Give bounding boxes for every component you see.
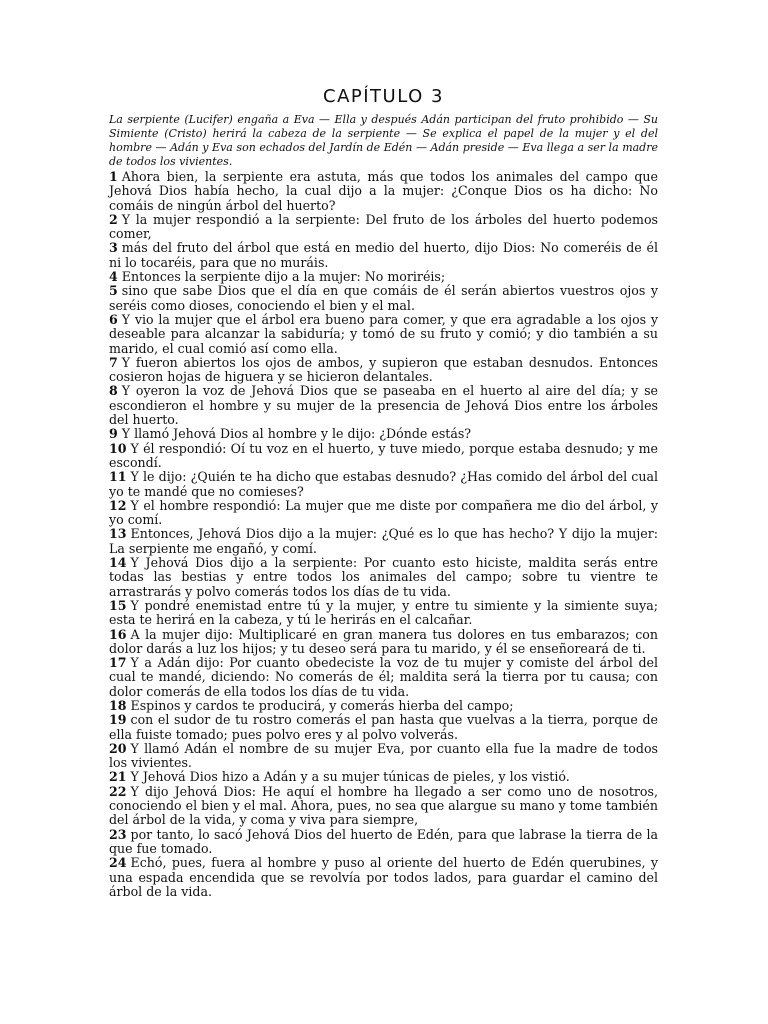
verse-number: 19 [109, 712, 127, 728]
verse [109, 785, 658, 828]
verse [109, 442, 658, 471]
verse-number: 16 [109, 626, 127, 642]
verse [109, 527, 658, 556]
verse-text: Entonces la serpiente dijo a la mujer: No moriréis; [121, 269, 446, 285]
document-page [109, 86, 658, 899]
verse-text: Y fueron abiertos los ojos de ambos, y supieron que estaban desnudos. Entonces cosieron hojas de higuera y se hicieron delantales. [109, 354, 658, 385]
verse-text: Ahora bien, la serpiente era astuta, más que todos los animales del campo que Jehová Dios había hecho, la cual dijo a la mujer: ¿Conque Dios os ha dicho: No comáis de ningún árbol del huerto? [109, 169, 658, 213]
verse [109, 213, 658, 242]
verse-text: Y oyeron la voz de Jehová Dios que se paseaba en el huerto al aire del día; y se escondieron el hombre y su mujer de la presencia de Jehová Dios entre los árboles del huerto. [109, 383, 658, 428]
verse-number: 22 [109, 783, 127, 799]
verse [109, 556, 658, 599]
verse [109, 241, 658, 270]
verse-text: Echó, pues, fuera al hombre y puso al oriente del huerto de Edén querubines, y una espada encendida que se revolvía por todos lados, para guardar el camino del árbol de la vida. [109, 855, 658, 899]
verse-text: Y el hombre respondió: La mujer que me diste por compañera me dio del árbol, y yo comí. [109, 497, 658, 528]
verse-text: Y a Adán dijo: Por cuanto obedeciste la voz de tu mujer y comiste del árbol del cual te mandé, diciendo: No comerás de él; maldita será la tierra por tu causa; con dolor comerás de ella todos los días de tu vida. [109, 655, 658, 699]
verse-number: 1 [109, 169, 118, 184]
verse-number: 7 [109, 354, 118, 370]
verse-number: 4 [109, 269, 118, 285]
verse-number: 23 [109, 826, 127, 842]
verse-number: 9 [109, 426, 118, 442]
verse [109, 770, 658, 784]
verse-text: Espinos y cardos te producirá, y comerás hierba del campo; [130, 697, 514, 713]
verse-text: por tanto, lo sacó Jehová Dios del huerto de Edén, para que labrase la tierra de la que fue tomado. [109, 826, 658, 856]
verse-number: 18 [109, 697, 127, 713]
verse [109, 384, 658, 427]
verse [109, 427, 658, 441]
verse-number: 24 [109, 855, 127, 871]
verse [109, 856, 658, 899]
verse-text: Y le dijo: ¿Quién te ha dicho que estabas desnudo? ¿Has comido del árbol del cual yo te mandé que no comieses? [109, 469, 658, 499]
verse [109, 270, 658, 284]
verse [109, 656, 658, 699]
chapter-summary: La serpiente (Lucifer) engaña a Eva — Ella y después Adán participan del fruto prohibido — Su Simiente (Cristo) herirá la cabeza de la serpiente — Se explica el papel de la mujer y el del hombre — Adán y Eva son echados del Jardín de Edén — Adán preside — Eva llega a ser la madre de todos los vivientes. [109, 113, 658, 168]
verse-text: Y llamó Jehová Dios al hombre y le dijo: ¿Dónde estás? [121, 426, 472, 442]
verse-text: Y él respondió: Oí tu voz en el huerto, y tuve miedo, porque estaba desnudo; y me escondí. [109, 440, 658, 470]
verse-number: 6 [109, 311, 118, 327]
verse [109, 470, 658, 499]
verse-number: 21 [109, 769, 127, 785]
verse-text: Y vio la mujer que el árbol era bueno para comer, y que era agradable a los ojos y deseable para alcanzar la sabiduría; y tomó de su fruto y comió; y dio también a su marido, el cual comió así como ella. [109, 311, 658, 356]
verse-number: 15 [109, 597, 127, 613]
verse [109, 742, 658, 771]
verse-number: 3 [109, 240, 118, 256]
verse-text: más del fruto del árbol que está en medio del huerto, dijo Dios: No comeréis de él ni lo tocaréis, para que no muráis. [109, 240, 658, 270]
verse [109, 713, 658, 742]
verse-number: 17 [109, 655, 127, 671]
verse-text: Entonces, Jehová Dios dijo a la mujer: ¿Qué es lo que has hecho? Y dijo la mujer: La serpiente me engañó, y comí. [109, 526, 658, 556]
verse [109, 313, 658, 356]
verse-number: 11 [109, 469, 127, 485]
verse-number: 20 [109, 740, 127, 756]
verse-text: A la mujer dijo: Multiplicaré en gran manera tus dolores en tus embarazos; con dolor darás a luz los hijos; y tu deseo será para tu marido, y él se enseñoreará de ti. [109, 626, 658, 656]
verse-text: con el sudor de tu rostro comerás el pan hasta que vuelvas a la tierra, porque de ella fuiste tomado; pues polvo eres y al polvo volverás. [109, 712, 658, 742]
verse [109, 284, 658, 313]
verse [109, 699, 658, 713]
verse-number: 13 [109, 526, 127, 542]
verse-number: 5 [109, 283, 118, 299]
verse [109, 628, 658, 657]
verse-text: Y dijo Jehová Dios: He aquí el hombre ha llegado a ser como uno de nosotros, conociendo el bien y el mal. Ahora, pues, no sea que alargue su mano y tome también del árbol de la vida, y coma y viva para siempre, [109, 783, 658, 828]
verse [109, 599, 658, 628]
verse-number: 12 [109, 497, 127, 513]
verse-text: Y Jehová Dios dijo a la serpiente: Por cuanto esto hiciste, maldita serás entre todas las bestias y entre todos los animales del campo; sobre tu vientre te arrastrarás y polvo comerás todos los días de tu vida. [109, 555, 658, 599]
verse [109, 499, 658, 528]
verse-text: Y pondré enemistad entre tú y la mujer, y entre tu simiente y la simiente suya; esta te herirá en la cabeza, y tú le herirás en el calcañar. [109, 597, 658, 628]
chapter-title: CAPÍTULO 3 [323, 86, 444, 107]
verse-text: Y la mujer respondió a la serpiente: Del fruto de los árboles del huerto podemos comer, [109, 211, 658, 242]
verse [109, 828, 658, 857]
verse [109, 170, 658, 213]
verse-text: sino que sabe Dios que el día en que comáis de él serán abiertos vuestros ojos y seréis como dioses, conociendo el bien y el mal. [109, 283, 658, 313]
verse-number: 14 [109, 555, 127, 571]
verse [109, 356, 658, 385]
verse-text: Y Jehová Dios hizo a Adán y a su mujer túnicas de pieles, y los vistió. [130, 769, 570, 785]
verse-number: 2 [109, 211, 118, 227]
verse-number: 8 [109, 383, 118, 399]
verse-text: Y llamó Adán el nombre de su mujer Eva, por cuanto ella fue la madre de todos los vivientes. [109, 740, 658, 771]
verse-list [109, 170, 658, 899]
verse-number: 10 [109, 440, 127, 456]
